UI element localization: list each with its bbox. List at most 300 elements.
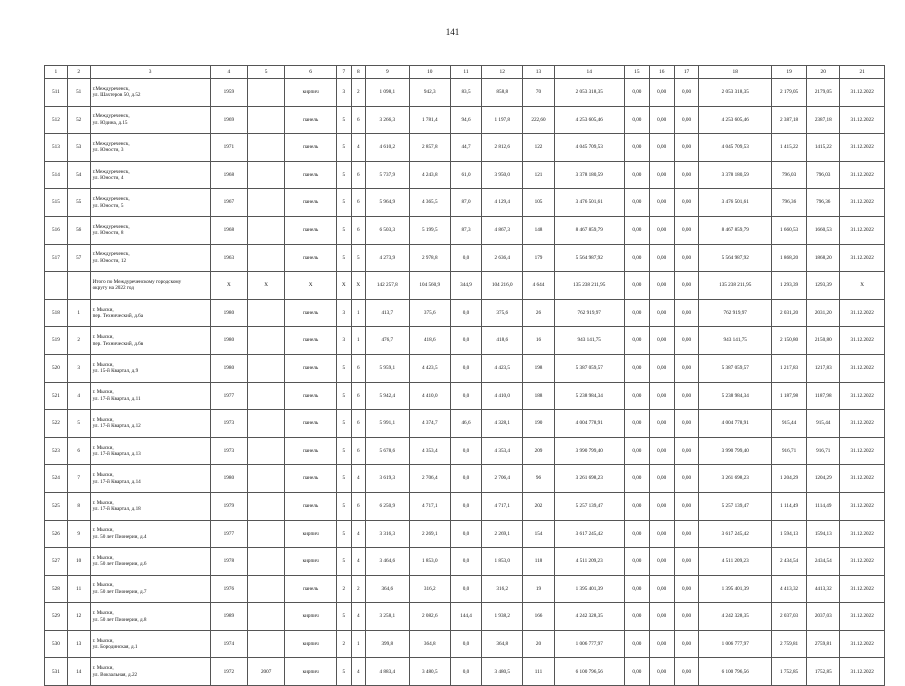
table-cell: 209: [523, 437, 554, 465]
deadline-cell: 31.12.2022: [840, 244, 885, 272]
row-index-cell: 522: [45, 410, 68, 438]
table-row: [45, 216, 885, 244]
deadline-cell: 31.12.2022: [840, 382, 885, 410]
table-cell: 3 378 180,59: [554, 161, 624, 189]
table-cell: 796,36: [771, 189, 806, 217]
table-cell: 3 990 799,40: [554, 437, 624, 465]
table-cell: 0,00: [624, 327, 649, 355]
row-index-cell: 519: [45, 327, 68, 355]
deadline-cell: 31.12.2022: [840, 189, 885, 217]
wall-material-cell: панель: [285, 492, 337, 520]
row-subindex-cell: 55: [67, 189, 90, 217]
table-cell: 0,00: [624, 658, 649, 686]
header-cell: 6: [285, 66, 337, 79]
wall-material-cell: панель: [285, 575, 337, 603]
row-index-cell: 525: [45, 492, 68, 520]
table-cell: 46,6: [450, 410, 481, 438]
wall-material-cell: панель: [285, 299, 337, 327]
table-cell: 4 045 709,53: [699, 134, 772, 162]
empty-cell: [45, 272, 68, 300]
table-cell: 1980: [210, 354, 247, 382]
table-cell: 364,8: [482, 630, 523, 658]
table-cell: 202: [523, 492, 554, 520]
table-cell: 1204,29: [807, 465, 840, 493]
table-cell: 1: [351, 327, 366, 355]
summary-cell: 1 293,39: [771, 272, 806, 300]
table-cell: 0,00: [649, 520, 674, 548]
table-cell: 0,00: [624, 134, 649, 162]
table-cell: 0,00: [674, 575, 699, 603]
table-cell: 2 759,81: [771, 630, 806, 658]
table-cell: [247, 630, 284, 658]
table-cell: [247, 216, 284, 244]
table-cell: 1979: [210, 492, 247, 520]
deadline-cell: 31.12.2022: [840, 575, 885, 603]
table-row: [45, 520, 885, 548]
table-cell: [247, 382, 284, 410]
table-cell: 5: [337, 189, 352, 217]
table-cell: 1 938,2: [482, 603, 523, 631]
table-cell: 0,00: [624, 79, 649, 107]
table-cell: 0,00: [624, 189, 649, 217]
table-cell: 0,00: [674, 327, 699, 355]
row-subindex-cell: 14: [67, 658, 90, 686]
table-cell: 916,71: [807, 437, 840, 465]
table-cell: 96: [523, 465, 554, 493]
table-cell: 1980: [210, 465, 247, 493]
table-cell: 762 919,97: [699, 299, 772, 327]
table-cell: [247, 327, 284, 355]
table-cell: 1114,49: [807, 492, 840, 520]
table-cell: 121: [523, 161, 554, 189]
table-cell: 0,00: [674, 244, 699, 272]
table-cell: 0,0: [450, 244, 481, 272]
table-cell: 1 114,49: [771, 492, 806, 520]
row-subindex-cell: 51: [67, 79, 90, 107]
deadline-cell: 31.12.2022: [840, 603, 885, 631]
table-cell: 5: [351, 244, 366, 272]
page-number: 141: [445, 27, 460, 37]
table-cell: 6 100 796,56: [699, 658, 772, 686]
table-cell: 418,6: [409, 327, 450, 355]
table-cell: 0,00: [674, 658, 699, 686]
table-cell: 0,00: [649, 216, 674, 244]
table-cell: 4: [351, 658, 366, 686]
header-cell: 12: [482, 66, 523, 79]
row-subindex-cell: 8: [67, 492, 90, 520]
table-cell: 0,00: [674, 465, 699, 493]
table-cell: 2 031,20: [771, 299, 806, 327]
table-cell: 179: [523, 244, 554, 272]
table-cell: 1: [351, 299, 366, 327]
table-cell: 0,00: [674, 79, 699, 107]
wall-material-cell: кирпич: [285, 603, 337, 631]
table-cell: 3: [337, 79, 352, 107]
row-index-cell: 512: [45, 106, 68, 134]
address-cell: г.Междуреченск, ул. Шахтеров 50, д.52: [90, 79, 210, 107]
summary-cell: X: [337, 272, 352, 300]
table-cell: [247, 244, 284, 272]
table-cell: 3 476 501,61: [554, 189, 624, 217]
deadline-cell: 31.12.2022: [840, 465, 885, 493]
header-cell: 4: [210, 66, 247, 79]
table-cell: 2037,03: [807, 603, 840, 631]
table-cell: 0,00: [674, 382, 699, 410]
table-cell: [247, 492, 284, 520]
row-subindex-cell: 13: [67, 630, 90, 658]
table-row: [45, 382, 885, 410]
summary-cell: 104 560,9: [409, 272, 450, 300]
header-cell: 1: [45, 66, 68, 79]
table-cell: 222,60: [523, 106, 554, 134]
table-cell: 4 365,5: [409, 189, 450, 217]
table-cell: [247, 465, 284, 493]
wall-material-cell: кирпич: [285, 658, 337, 686]
wall-material-cell: панель: [285, 410, 337, 438]
table-cell: 1978: [210, 548, 247, 576]
address-cell: г.Междуреченск, ул. Юности, 5: [90, 189, 210, 217]
table-cell: 5: [337, 244, 352, 272]
table-cell: 0,00: [674, 299, 699, 327]
table-cell: 2 037,03: [771, 603, 806, 631]
table-cell: 8 467 859,79: [699, 216, 772, 244]
table-cell: 3 266,3: [366, 106, 410, 134]
table-cell: 0,00: [674, 410, 699, 438]
table-cell: 796,03: [771, 161, 806, 189]
table-cell: 3 258,1: [366, 603, 410, 631]
address-cell: г. Мыски, ул. 50 лет Пионерии, д.8: [90, 603, 210, 631]
row-subindex-cell: 57: [67, 244, 90, 272]
table-cell: 1980: [210, 327, 247, 355]
table-cell: 0,0: [450, 520, 481, 548]
table-cell: 4 410,0: [482, 382, 523, 410]
table-cell: 2 082,6: [409, 603, 450, 631]
summary-cell: 344,9: [450, 272, 481, 300]
summary-cell: 0,00: [624, 272, 649, 300]
table-row: [45, 575, 885, 603]
table-cell: 2 978,8: [409, 244, 450, 272]
table-cell: 418,6: [482, 327, 523, 355]
table-cell: 1968: [210, 161, 247, 189]
table-cell: 0,00: [649, 161, 674, 189]
table-cell: 915,44: [771, 410, 806, 438]
table-cell: 70: [523, 79, 554, 107]
table-cell: 316,2: [482, 575, 523, 603]
table-cell: 5: [337, 548, 352, 576]
table-cell: 1 868,20: [771, 244, 806, 272]
header-cell: 17: [674, 66, 699, 79]
table-cell: 0,00: [649, 382, 674, 410]
header-cell: 11: [450, 66, 481, 79]
table-row: [45, 134, 885, 162]
table-cell: 4 243,8: [409, 161, 450, 189]
table-cell: 1977: [210, 520, 247, 548]
table-cell: 148: [523, 216, 554, 244]
wall-material-cell: панель: [285, 161, 337, 189]
table-cell: [247, 410, 284, 438]
table-cell: 375,6: [482, 299, 523, 327]
row-index-cell: 518: [45, 299, 68, 327]
wall-material-cell: кирпич: [285, 548, 337, 576]
table-cell: 4 374,7: [409, 410, 450, 438]
table-row: [45, 465, 885, 493]
table-cell: 0,00: [624, 354, 649, 382]
deadline-cell: 31.12.2022: [840, 134, 885, 162]
row-subindex-cell: 56: [67, 216, 90, 244]
table-row: [45, 603, 885, 631]
table-cell: 5: [337, 410, 352, 438]
table-cell: 0,00: [649, 299, 674, 327]
deadline-cell: 31.12.2022: [840, 354, 885, 382]
table-cell: 6 100 796,56: [554, 658, 624, 686]
table-cell: 1971: [210, 134, 247, 162]
table-cell: 0,0: [450, 327, 481, 355]
table-cell: 5 959,1: [366, 354, 410, 382]
table-cell: 1980: [210, 299, 247, 327]
table-cell: 1977: [210, 382, 247, 410]
table-cell: 0,0: [450, 382, 481, 410]
table-cell: 4 423,5: [482, 354, 523, 382]
table-cell: 4 883,4: [366, 658, 410, 686]
table-cell: 1967: [210, 189, 247, 217]
table-cell: [247, 79, 284, 107]
table-cell: 3 261 698,23: [699, 465, 772, 493]
header-cell: 18: [699, 66, 772, 79]
table-cell: 0,00: [674, 189, 699, 217]
table-cell: 1 006 777,97: [699, 630, 772, 658]
header-cell: 3: [90, 66, 210, 79]
table-cell: 762 919,97: [554, 299, 624, 327]
summary-cell: X: [210, 272, 247, 300]
table-cell: 20: [523, 630, 554, 658]
table-cell: 1 415,22: [771, 134, 806, 162]
table-cell: 4 423,5: [409, 354, 450, 382]
table-row: [45, 354, 885, 382]
table-cell: 5 257 139,47: [699, 492, 772, 520]
wall-material-cell: кирпич: [285, 79, 337, 107]
row-subindex-cell: 11: [67, 575, 90, 603]
table-cell: 5: [337, 492, 352, 520]
table-cell: 0,00: [624, 382, 649, 410]
address-cell: г. Мыски, ул. Бородинская, д.1: [90, 630, 210, 658]
table-cell: 2387,18: [807, 106, 840, 134]
table-cell: [247, 437, 284, 465]
deadline-cell: 31.12.2022: [840, 79, 885, 107]
table-cell: 1976: [210, 575, 247, 603]
table-cell: 3: [337, 327, 352, 355]
table-cell: 0,00: [649, 410, 674, 438]
table-cell: 0,0: [450, 575, 481, 603]
address-cell: г. Мыски, ул. 15-й Квартал, д.9: [90, 354, 210, 382]
table-cell: 0,00: [624, 299, 649, 327]
table-cell: 144,4: [450, 603, 481, 631]
table-cell: 1187,98: [807, 382, 840, 410]
wall-material-cell: кирпич: [285, 630, 337, 658]
table-cell: 2 269,1: [409, 520, 450, 548]
row-index-cell: 521: [45, 382, 68, 410]
summary-cell: X: [247, 272, 284, 300]
table-cell: 5 737,9: [366, 161, 410, 189]
deadline-cell: 31.12.2022: [840, 658, 885, 686]
wall-material-cell: панель: [285, 106, 337, 134]
table-cell: 5: [337, 658, 352, 686]
row-index-cell: 523: [45, 437, 68, 465]
table-cell: 6: [351, 437, 366, 465]
table-cell: 4 511 209,23: [554, 548, 624, 576]
row-index-cell: 531: [45, 658, 68, 686]
table-cell: 1973: [210, 437, 247, 465]
table-cell: 0,00: [649, 603, 674, 631]
table-cell: [247, 603, 284, 631]
table-cell: 0,00: [649, 79, 674, 107]
summary-cell: X: [285, 272, 337, 300]
summary-cell: 135 238 211,95: [699, 272, 772, 300]
row-subindex-cell: 12: [67, 603, 90, 631]
table-cell: 6: [351, 410, 366, 438]
row-index-cell: 527: [45, 548, 68, 576]
wall-material-cell: панель: [285, 244, 337, 272]
table-cell: 3 464,6: [366, 548, 410, 576]
table-cell: 943 141,75: [699, 327, 772, 355]
table-cell: 2 053 318,35: [554, 79, 624, 107]
row-subindex-cell: 3: [67, 354, 90, 382]
table-cell: 5: [337, 134, 352, 162]
table-cell: [247, 354, 284, 382]
table-cell: 3: [337, 299, 352, 327]
row-subindex-cell: 53: [67, 134, 90, 162]
table-cell: 0,00: [674, 106, 699, 134]
table-cell: 1973: [210, 410, 247, 438]
table-cell: 3 990 799,40: [699, 437, 772, 465]
table-cell: 4 353,4: [482, 437, 523, 465]
table-cell: 0,00: [649, 189, 674, 217]
table-cell: 19: [523, 575, 554, 603]
table-cell: 105: [523, 189, 554, 217]
table-cell: 0,00: [624, 410, 649, 438]
table-cell: 3 617 245,42: [554, 520, 624, 548]
table-cell: 2: [351, 79, 366, 107]
table-cell: 3 480,5: [482, 658, 523, 686]
table-cell: 4 410,0: [409, 382, 450, 410]
summary-row: [45, 272, 885, 300]
table-cell: 5 387 059,57: [554, 354, 624, 382]
table-cell: 6: [351, 492, 366, 520]
table-cell: 5 564 987,92: [554, 244, 624, 272]
table-cell: 4: [351, 465, 366, 493]
address-cell: г. Мыски, ул. 17-й Квартал, д.12: [90, 410, 210, 438]
table-cell: 0,00: [624, 437, 649, 465]
table-cell: 6: [351, 354, 366, 382]
table-cell: 4 253 605,46: [554, 106, 624, 134]
table-cell: 1 853,0: [409, 548, 450, 576]
table-cell: 5: [337, 354, 352, 382]
table-cell: 5 964,9: [366, 189, 410, 217]
table-cell: 6: [351, 106, 366, 134]
row-subindex-cell: 54: [67, 161, 90, 189]
table-cell: 1972: [210, 658, 247, 686]
table-cell: 2 706,4: [482, 465, 523, 493]
table-cell: 0,00: [649, 354, 674, 382]
column-number-header: [45, 66, 885, 79]
table-cell: 1 098,1: [366, 79, 410, 107]
table-cell: 5: [337, 382, 352, 410]
table-cell: 0,00: [674, 630, 699, 658]
row-index-cell: 515: [45, 189, 68, 217]
deadline-cell: 31.12.2022: [840, 106, 885, 134]
table-cell: 0,00: [649, 465, 674, 493]
table-cell: 1 781,4: [409, 106, 450, 134]
table-cell: 364,6: [366, 575, 410, 603]
table-cell: 0,00: [649, 437, 674, 465]
header-cell: 14: [554, 66, 624, 79]
table-cell: 3 316,3: [366, 520, 410, 548]
summary-cell: 135 238 211,95: [554, 272, 624, 300]
table-cell: 4: [351, 134, 366, 162]
header-cell: 9: [366, 66, 410, 79]
table-cell: 4: [351, 603, 366, 631]
wall-material-cell: панель: [285, 134, 337, 162]
summary-cell: X: [351, 272, 366, 300]
table-cell: 1 197,8: [482, 106, 523, 134]
table-cell: 943 141,75: [554, 327, 624, 355]
table-cell: [247, 548, 284, 576]
table-row: [45, 327, 885, 355]
table-cell: 2 434,54: [771, 548, 806, 576]
table-row: [45, 79, 885, 107]
row-index-cell: 524: [45, 465, 68, 493]
table-cell: 0,00: [674, 492, 699, 520]
table-cell: 0,00: [624, 244, 649, 272]
wall-material-cell: панель: [285, 465, 337, 493]
table-cell: 111: [523, 658, 554, 686]
table-cell: 2759,81: [807, 630, 840, 658]
table-cell: 4 717,1: [482, 492, 523, 520]
table-cell: 3 480,5: [409, 658, 450, 686]
table-cell: 1 660,53: [771, 216, 806, 244]
table-cell: 2 857,8: [409, 134, 450, 162]
table-cell: 2150,80: [807, 327, 840, 355]
table-cell: 1: [351, 630, 366, 658]
table-cell: 1 217,83: [771, 354, 806, 382]
table-cell: 4: [351, 548, 366, 576]
header-cell: 15: [624, 66, 649, 79]
table-cell: 0,00: [624, 465, 649, 493]
header-cell: 10: [409, 66, 450, 79]
table-cell: 0,00: [674, 437, 699, 465]
wall-material-cell: панель: [285, 327, 337, 355]
summary-cell: 1293,39: [807, 272, 840, 300]
table-cell: 94,6: [450, 106, 481, 134]
table-cell: 16: [523, 327, 554, 355]
table-cell: 5 257 139,47: [554, 492, 624, 520]
table-cell: [247, 189, 284, 217]
header-cell: 13: [523, 66, 554, 79]
table-cell: 1594,13: [807, 520, 840, 548]
table-row: [45, 548, 885, 576]
deadline-cell: 31.12.2022: [840, 548, 885, 576]
table-cell: 1868,20: [807, 244, 840, 272]
address-cell: г. Мыски, ул. 17-й Квартал, д.11: [90, 382, 210, 410]
table-cell: 2 053 318,35: [699, 79, 772, 107]
table-cell: 0,00: [624, 520, 649, 548]
table-cell: 4 242 328,35: [699, 603, 772, 631]
table-cell: 413,7: [366, 299, 410, 327]
table-cell: 0,00: [649, 630, 674, 658]
table-cell: 942,3: [409, 79, 450, 107]
table-cell: 2179,05: [807, 79, 840, 107]
address-cell: г.Междуреченск, ул. Юдина, д.15: [90, 106, 210, 134]
row-index-cell: 529: [45, 603, 68, 631]
